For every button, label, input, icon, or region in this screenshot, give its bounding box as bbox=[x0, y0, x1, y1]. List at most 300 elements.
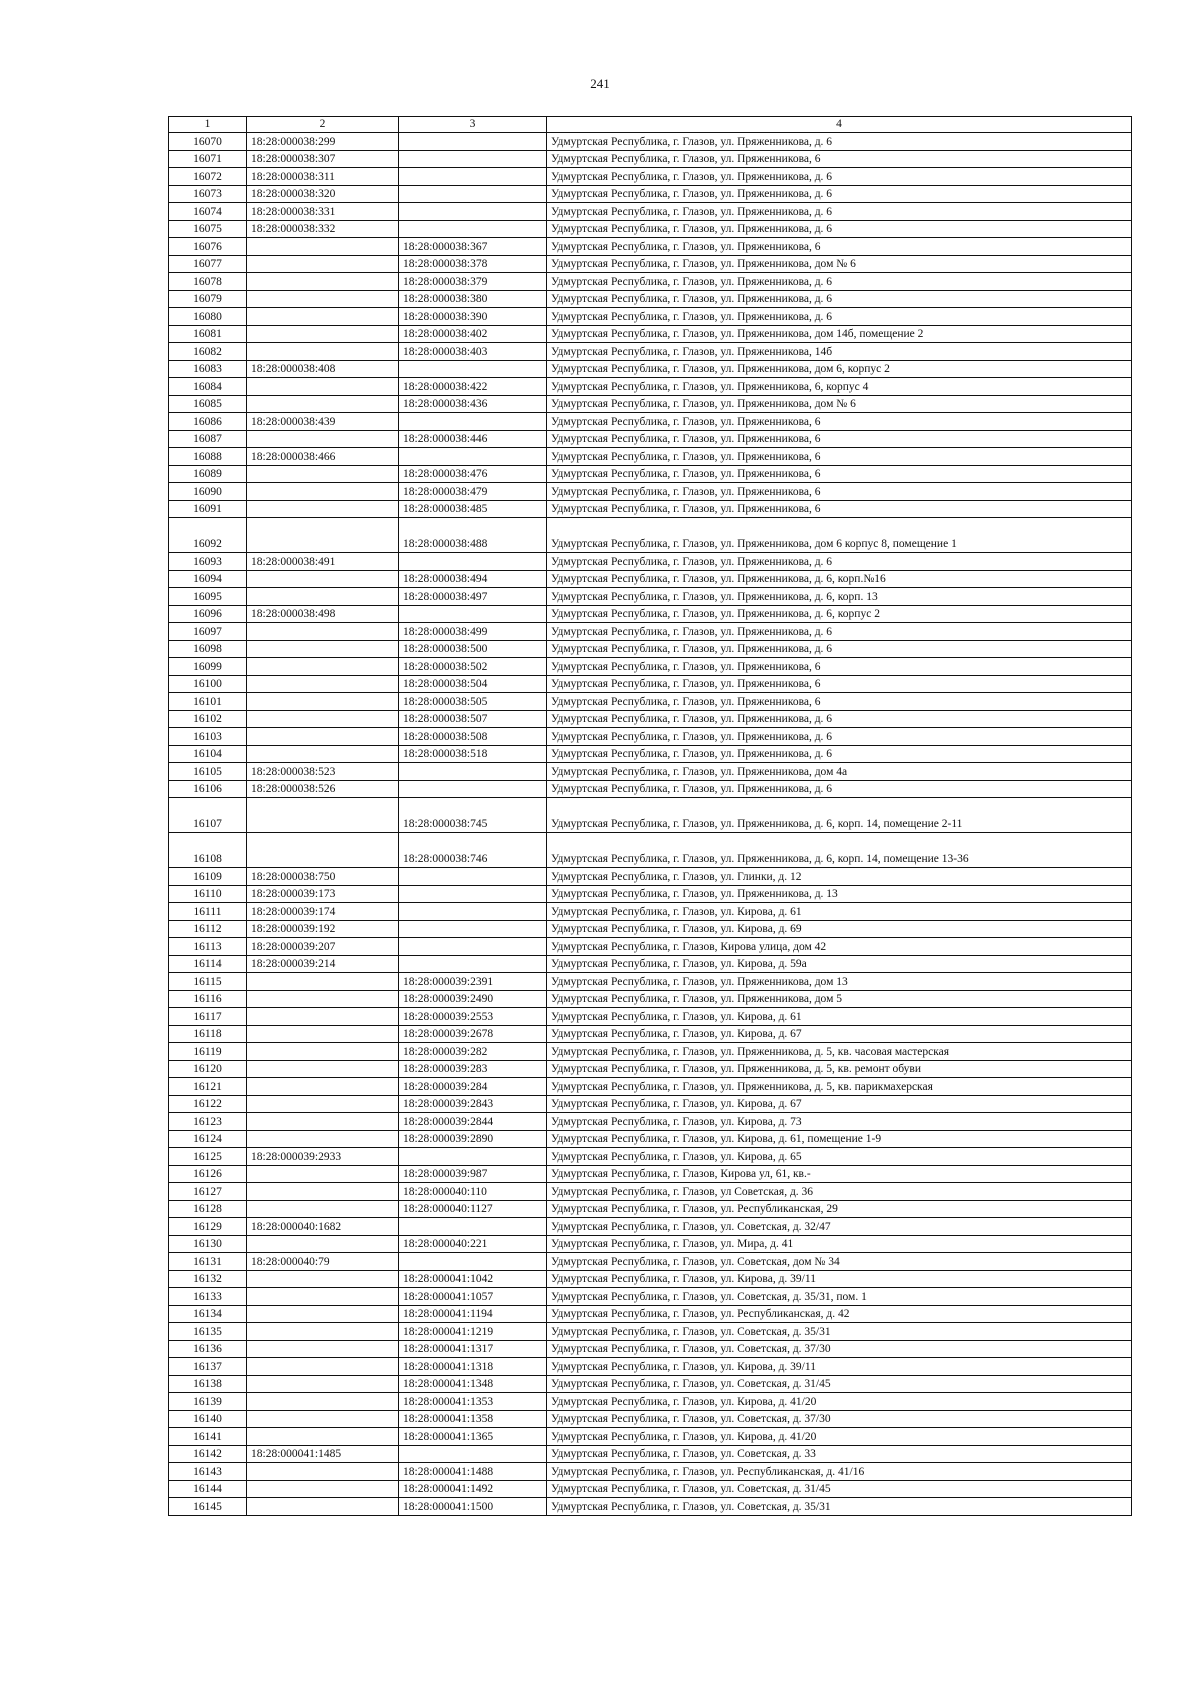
cadastral-number-land bbox=[247, 343, 399, 361]
row-number: 16115 bbox=[169, 973, 247, 991]
cadastral-number-land bbox=[247, 1270, 399, 1288]
cadastral-number-land: 18:28:000039:192 bbox=[247, 920, 399, 938]
cadastral-number-land bbox=[247, 710, 399, 728]
cadastral-number-object: 18:28:000041:1042 bbox=[399, 1270, 547, 1288]
table-row bbox=[169, 465, 1132, 483]
address: Удмуртская Республика, г. Глазов, ул. Советская, д. 35/31 bbox=[547, 1323, 1132, 1341]
row-number: 16119 bbox=[169, 1043, 247, 1061]
row-number: 16113 bbox=[169, 938, 247, 956]
row-number: 16127 bbox=[169, 1183, 247, 1201]
row-number: 16121 bbox=[169, 1078, 247, 1096]
cadastral-number-object bbox=[399, 203, 547, 221]
table-row bbox=[169, 833, 1132, 868]
address: Удмуртская Республика, г. Глазов, ул. Пряженникова, дом 6 корпус 8, помещение 1 bbox=[547, 518, 1132, 553]
cadastral-number-land bbox=[247, 1480, 399, 1498]
cadastral-number-object: 18:28:000038:476 bbox=[399, 465, 547, 483]
cadastral-number-land bbox=[247, 1130, 399, 1148]
table-row bbox=[169, 1480, 1132, 1498]
cadastral-number-land: 18:28:000039:207 bbox=[247, 938, 399, 956]
table-row bbox=[169, 1270, 1132, 1288]
table-row bbox=[169, 1358, 1132, 1376]
cadastral-number-object: 18:28:000038:500 bbox=[399, 640, 547, 658]
row-number: 16097 bbox=[169, 623, 247, 641]
cadastral-number-object bbox=[399, 938, 547, 956]
cadastral-number-land bbox=[247, 430, 399, 448]
row-number: 16145 bbox=[169, 1498, 247, 1516]
table-row bbox=[169, 1393, 1132, 1411]
cadastral-number-land bbox=[247, 1288, 399, 1306]
cadastral-number-object: 18:28:000038:379 bbox=[399, 273, 547, 291]
row-number: 16144 bbox=[169, 1480, 247, 1498]
row-number: 16122 bbox=[169, 1095, 247, 1113]
cadastral-number-land: 18:28:000038:750 bbox=[247, 868, 399, 886]
row-number: 16110 bbox=[169, 885, 247, 903]
cadastral-number-object: 18:28:000040:221 bbox=[399, 1235, 547, 1253]
row-number: 16111 bbox=[169, 903, 247, 921]
cadastral-number-land bbox=[247, 308, 399, 326]
address: Удмуртская Республика, г. Глазов, ул. Пряженникова, д. 6 bbox=[547, 640, 1132, 658]
cadastral-number-object: 18:28:000038:436 bbox=[399, 395, 547, 413]
row-number: 16117 bbox=[169, 1008, 247, 1026]
row-number: 16092 bbox=[169, 518, 247, 553]
cadastral-number-object: 18:28:000038:446 bbox=[399, 430, 547, 448]
row-number: 16101 bbox=[169, 693, 247, 711]
table-row bbox=[169, 518, 1132, 553]
cadastral-number-land bbox=[247, 588, 399, 606]
cadastral-number-object: 18:28:000041:1057 bbox=[399, 1288, 547, 1306]
cadastral-number-object: 18:28:000041:1488 bbox=[399, 1463, 547, 1481]
table-row bbox=[169, 378, 1132, 396]
address: Удмуртская Республика, г. Глазов, ул. Кирова, д. 67 bbox=[547, 1025, 1132, 1043]
cadastral-number-object: 18:28:000038:479 bbox=[399, 483, 547, 501]
cadastral-number-object: 18:28:000039:282 bbox=[399, 1043, 547, 1061]
cadastral-number-object bbox=[399, 955, 547, 973]
table-row bbox=[169, 308, 1132, 326]
address: Удмуртская Республика, г. Глазов, ул. Кирова, д. 41/20 bbox=[547, 1393, 1132, 1411]
address: Удмуртская Республика, г. Глазов, ул. Пряженникова, д. 6 bbox=[547, 745, 1132, 763]
table-row bbox=[169, 745, 1132, 763]
row-number: 16090 bbox=[169, 483, 247, 501]
cadastral-number-object: 18:28:000041:1365 bbox=[399, 1428, 547, 1446]
table-row bbox=[169, 483, 1132, 501]
table-row bbox=[169, 920, 1132, 938]
cadastral-number-land bbox=[247, 1078, 399, 1096]
row-number: 16081 bbox=[169, 325, 247, 343]
row-number: 16105 bbox=[169, 763, 247, 781]
cadastral-number-land bbox=[247, 290, 399, 308]
cadastral-number-land: 18:28:000038:332 bbox=[247, 220, 399, 238]
address: Удмуртская Республика, г. Глазов, ул. Пряженникова, д. 6 bbox=[547, 168, 1132, 186]
cadastral-number-land bbox=[247, 1498, 399, 1516]
row-number: 16141 bbox=[169, 1428, 247, 1446]
table-row bbox=[169, 150, 1132, 168]
address: Удмуртская Республика, г. Глазов, ул. Кирова, д. 61, помещение 1-9 bbox=[547, 1130, 1132, 1148]
address: Удмуртская Республика, г. Глазов, ул. Пряженникова, д. 6 bbox=[547, 308, 1132, 326]
row-number: 16072 bbox=[169, 168, 247, 186]
row-number: 16074 bbox=[169, 203, 247, 221]
table-row bbox=[169, 938, 1132, 956]
row-number: 16139 bbox=[169, 1393, 247, 1411]
cadastral-number-land: 18:28:000040:1682 bbox=[247, 1218, 399, 1236]
row-number: 16071 bbox=[169, 150, 247, 168]
cadastral-number-land bbox=[247, 1358, 399, 1376]
row-number: 16132 bbox=[169, 1270, 247, 1288]
cadastral-number-object: 18:28:000041:1318 bbox=[399, 1358, 547, 1376]
table-row bbox=[169, 1060, 1132, 1078]
cadastral-number-object bbox=[399, 1148, 547, 1166]
address: Удмуртская Республика, г. Глазов, ул. Советская, д. 37/30 bbox=[547, 1410, 1132, 1428]
row-number: 16123 bbox=[169, 1113, 247, 1131]
cadastral-number-land bbox=[247, 1043, 399, 1061]
table-row bbox=[169, 133, 1132, 151]
cadastral-number-land bbox=[247, 1463, 399, 1481]
row-number: 16076 bbox=[169, 238, 247, 256]
address: Удмуртская Республика, г. Глазов, ул. Пряженникова, дом № 6 bbox=[547, 395, 1132, 413]
row-number: 16120 bbox=[169, 1060, 247, 1078]
table-row bbox=[169, 1165, 1132, 1183]
cadastral-number-land: 18:28:000038:331 bbox=[247, 203, 399, 221]
row-number: 16091 bbox=[169, 500, 247, 518]
row-number: 16085 bbox=[169, 395, 247, 413]
address: Удмуртская Республика, г. Глазов, ул. Пряженникова, 6 bbox=[547, 658, 1132, 676]
column-header-2: 2 bbox=[247, 117, 399, 133]
cadastral-number-object: 18:28:000039:2678 bbox=[399, 1025, 547, 1043]
row-number: 16112 bbox=[169, 920, 247, 938]
cadastral-number-object bbox=[399, 185, 547, 203]
cadastral-number-object: 18:28:000038:488 bbox=[399, 518, 547, 553]
row-number: 16089 bbox=[169, 465, 247, 483]
cadastral-number-object bbox=[399, 763, 547, 781]
cadastral-number-land bbox=[247, 728, 399, 746]
table-row bbox=[169, 710, 1132, 728]
table-row bbox=[169, 325, 1132, 343]
address: Удмуртская Республика, г. Глазов, ул. Пряженникова, 6 bbox=[547, 238, 1132, 256]
cadastral-number-object: 18:28:000041:1194 bbox=[399, 1305, 547, 1323]
table-row bbox=[169, 955, 1132, 973]
registry-table bbox=[168, 116, 1132, 1516]
table-row bbox=[169, 1025, 1132, 1043]
row-number: 16133 bbox=[169, 1288, 247, 1306]
table-row bbox=[169, 1113, 1132, 1131]
cadastral-number-land bbox=[247, 1428, 399, 1446]
cadastral-number-object: 18:28:000038:497 bbox=[399, 588, 547, 606]
address: Удмуртская Республика, г. Глазов, ул. Пряженникова, дом 13 bbox=[547, 973, 1132, 991]
address: Удмуртская Республика, г. Глазов, ул. Кирова, д. 61 bbox=[547, 903, 1132, 921]
address: Удмуртская Республика, г. Глазов, ул. Советская, д. 31/45 bbox=[547, 1480, 1132, 1498]
address: Удмуртская Республика, г. Глазов, ул. Кирова, д. 67 bbox=[547, 1095, 1132, 1113]
cadastral-number-land: 18:28:000038:491 bbox=[247, 553, 399, 571]
address: Удмуртская Республика, г. Глазов, ул. Кирова, д. 59а bbox=[547, 955, 1132, 973]
address: Удмуртская Республика, г. Глазов, ул. Советская, д. 33 bbox=[547, 1445, 1132, 1463]
table-row bbox=[169, 1463, 1132, 1481]
cadastral-number-land bbox=[247, 745, 399, 763]
cadastral-number-land bbox=[247, 1393, 399, 1411]
address: Удмуртская Республика, г. Глазов, ул. Пряженникова, 6 bbox=[547, 430, 1132, 448]
cadastral-number-object: 18:28:000038:504 bbox=[399, 675, 547, 693]
address: Удмуртская Республика, г. Глазов, ул. Пряженникова, д. 6 bbox=[547, 728, 1132, 746]
cadastral-number-land bbox=[247, 1183, 399, 1201]
address: Удмуртская Республика, г. Глазов, ул. Советская, д. 35/31 bbox=[547, 1498, 1132, 1516]
cadastral-number-object bbox=[399, 1218, 547, 1236]
row-number: 16087 bbox=[169, 430, 247, 448]
row-number: 16084 bbox=[169, 378, 247, 396]
address: Удмуртская Республика, г. Глазов, ул. Республиканская, 29 bbox=[547, 1200, 1132, 1218]
address: Удмуртская Республика, г. Глазов, ул. Пряженникова, 6 bbox=[547, 500, 1132, 518]
cadastral-number-object bbox=[399, 133, 547, 151]
address: Удмуртская Республика, г. Глазов, ул. Пряженникова, дом 4а bbox=[547, 763, 1132, 781]
table-row bbox=[169, 1498, 1132, 1516]
table-row bbox=[169, 273, 1132, 291]
row-number: 16128 bbox=[169, 1200, 247, 1218]
cadastral-number-land bbox=[247, 570, 399, 588]
cadastral-number-object: 18:28:000039:283 bbox=[399, 1060, 547, 1078]
column-header-1: 1 bbox=[169, 117, 247, 133]
table-row bbox=[169, 640, 1132, 658]
row-number: 16109 bbox=[169, 868, 247, 886]
cadastral-number-land bbox=[247, 325, 399, 343]
row-number: 16103 bbox=[169, 728, 247, 746]
address: Удмуртская Республика, г. Глазов, ул. Кирова, д. 61 bbox=[547, 1008, 1132, 1026]
table-row bbox=[169, 1305, 1132, 1323]
table-row bbox=[169, 973, 1132, 991]
cadastral-number-object bbox=[399, 413, 547, 431]
table-row bbox=[169, 343, 1132, 361]
row-number: 16070 bbox=[169, 133, 247, 151]
table-row bbox=[169, 448, 1132, 466]
address: Удмуртская Республика, г. Глазов, ул. Пряженникова, д. 6 bbox=[547, 185, 1132, 203]
cadastral-number-object bbox=[399, 1253, 547, 1271]
cadastral-number-object: 18:28:000038:508 bbox=[399, 728, 547, 746]
cadastral-number-land bbox=[247, 833, 399, 868]
cadastral-number-object: 18:28:000038:390 bbox=[399, 308, 547, 326]
row-number: 16104 bbox=[169, 745, 247, 763]
row-number: 16093 bbox=[169, 553, 247, 571]
table-body bbox=[169, 133, 1132, 1516]
row-number: 16130 bbox=[169, 1235, 247, 1253]
row-number: 16094 bbox=[169, 570, 247, 588]
cadastral-number-land: 18:28:000039:214 bbox=[247, 955, 399, 973]
table-row bbox=[169, 1130, 1132, 1148]
address: Удмуртская Республика, г. Глазов, ул. Республиканская, д. 41/16 bbox=[547, 1463, 1132, 1481]
cadastral-number-land bbox=[247, 798, 399, 833]
cadastral-number-land: 18:28:000039:174 bbox=[247, 903, 399, 921]
address: Удмуртская Республика, г. Глазов, ул. Пряженникова, 6, корпус 4 bbox=[547, 378, 1132, 396]
address: Удмуртская Республика, г. Глазов, ул. Республиканская, д. 42 bbox=[547, 1305, 1132, 1323]
cadastral-number-object: 18:28:000041:1219 bbox=[399, 1323, 547, 1341]
cadastral-number-object: 18:28:000041:1317 bbox=[399, 1340, 547, 1358]
address: Удмуртская Республика, г. Глазов, ул. Кирова, д. 41/20 bbox=[547, 1428, 1132, 1446]
table-row bbox=[169, 360, 1132, 378]
address: Удмуртская Республика, г. Глазов, ул. Советская, д. 37/30 bbox=[547, 1340, 1132, 1358]
cadastral-number-land bbox=[247, 1060, 399, 1078]
table-row bbox=[169, 1253, 1132, 1271]
row-number: 16079 bbox=[169, 290, 247, 308]
table-row bbox=[169, 570, 1132, 588]
cadastral-number-land bbox=[247, 658, 399, 676]
address: Удмуртская Республика, г. Глазов, ул. Пряженникова, 14б bbox=[547, 343, 1132, 361]
cadastral-number-object: 18:28:000038:745 bbox=[399, 798, 547, 833]
cadastral-number-object: 18:28:000041:1492 bbox=[399, 1480, 547, 1498]
cadastral-number-land bbox=[247, 1165, 399, 1183]
cadastral-number-object: 18:28:000039:2391 bbox=[399, 973, 547, 991]
address: Удмуртская Республика, г. Глазов, ул. Пряженникова, дом 5 bbox=[547, 990, 1132, 1008]
cadastral-number-object: 18:28:000038:403 bbox=[399, 343, 547, 361]
cadastral-number-object bbox=[399, 903, 547, 921]
address: Удмуртская Республика, г. Глазов, ул. Мира, д. 41 bbox=[547, 1235, 1132, 1253]
cadastral-number-object: 18:28:000038:485 bbox=[399, 500, 547, 518]
row-number: 16080 bbox=[169, 308, 247, 326]
cadastral-number-land bbox=[247, 1095, 399, 1113]
table-row bbox=[169, 1288, 1132, 1306]
cadastral-number-object: 18:28:000039:2553 bbox=[399, 1008, 547, 1026]
cadastral-number-object: 18:28:000038:402 bbox=[399, 325, 547, 343]
cadastral-number-object: 18:28:000039:987 bbox=[399, 1165, 547, 1183]
table-row bbox=[169, 1445, 1132, 1463]
cadastral-number-land bbox=[247, 623, 399, 641]
column-header-4: 4 bbox=[547, 117, 1132, 133]
row-number: 16140 bbox=[169, 1410, 247, 1428]
cadastral-number-land: 18:28:000041:1485 bbox=[247, 1445, 399, 1463]
cadastral-number-object: 18:28:000038:746 bbox=[399, 833, 547, 868]
cadastral-number-land bbox=[247, 1235, 399, 1253]
row-number: 16106 bbox=[169, 780, 247, 798]
address: Удмуртская Республика, г. Глазов, ул. Пряженникова, дом № 6 bbox=[547, 255, 1132, 273]
row-number: 16137 bbox=[169, 1358, 247, 1376]
cadastral-number-land: 18:28:000038:466 bbox=[247, 448, 399, 466]
table-row bbox=[169, 220, 1132, 238]
cadastral-number-land bbox=[247, 1375, 399, 1393]
table-row bbox=[169, 868, 1132, 886]
cadastral-number-land bbox=[247, 500, 399, 518]
table-row bbox=[169, 500, 1132, 518]
cadastral-number-land bbox=[247, 395, 399, 413]
cadastral-number-land: 18:28:000038:498 bbox=[247, 605, 399, 623]
table-row bbox=[169, 1043, 1132, 1061]
cadastral-number-land: 18:28:000038:523 bbox=[247, 763, 399, 781]
table-row bbox=[169, 1200, 1132, 1218]
column-header-3: 3 bbox=[399, 117, 547, 133]
row-number: 16131 bbox=[169, 1253, 247, 1271]
row-number: 16073 bbox=[169, 185, 247, 203]
row-number: 16082 bbox=[169, 343, 247, 361]
row-number: 16099 bbox=[169, 658, 247, 676]
cadastral-number-object: 18:28:000041:1353 bbox=[399, 1393, 547, 1411]
row-number: 16124 bbox=[169, 1130, 247, 1148]
cadastral-number-land: 18:28:000039:173 bbox=[247, 885, 399, 903]
row-number: 16136 bbox=[169, 1340, 247, 1358]
address: Удмуртская Республика, г. Глазов, ул. Кирова, д. 73 bbox=[547, 1113, 1132, 1131]
cadastral-number-land bbox=[247, 1025, 399, 1043]
table-row bbox=[169, 990, 1132, 1008]
cadastral-number-object: 18:28:000038:505 bbox=[399, 693, 547, 711]
address: Удмуртская Республика, г. Глазов, ул. Глинки, д. 12 bbox=[547, 868, 1132, 886]
address: Удмуртская Республика, г. Глазов, ул. Пряженникова, д. 5, кв. часовая мастерская bbox=[547, 1043, 1132, 1061]
row-number: 16098 bbox=[169, 640, 247, 658]
cadastral-number-object: 18:28:000041:1348 bbox=[399, 1375, 547, 1393]
table-row bbox=[169, 623, 1132, 641]
row-number: 16100 bbox=[169, 675, 247, 693]
row-number: 16078 bbox=[169, 273, 247, 291]
cadastral-number-land bbox=[247, 640, 399, 658]
cadastral-number-land bbox=[247, 1008, 399, 1026]
row-number: 16134 bbox=[169, 1305, 247, 1323]
address: Удмуртская Республика, г. Глазов, ул. Пряженникова, 6 bbox=[547, 693, 1132, 711]
table-row bbox=[169, 1218, 1132, 1236]
address: Удмуртская Республика, г. Глазов, ул. Пряженникова, д. 6 bbox=[547, 553, 1132, 571]
address: Удмуртская Республика, г. Глазов, ул. Пряженникова, 6 bbox=[547, 413, 1132, 431]
table-row bbox=[169, 780, 1132, 798]
cadastral-number-object: 18:28:000038:494 bbox=[399, 570, 547, 588]
cadastral-number-land: 18:28:000038:311 bbox=[247, 168, 399, 186]
cadastral-number-object: 18:28:000038:507 bbox=[399, 710, 547, 728]
cadastral-number-object: 18:28:000039:284 bbox=[399, 1078, 547, 1096]
row-number: 16086 bbox=[169, 413, 247, 431]
cadastral-number-land: 18:28:000038:439 bbox=[247, 413, 399, 431]
address: Удмуртская Республика, г. Глазов, ул. Пряженникова, д. 6 bbox=[547, 623, 1132, 641]
table-row bbox=[169, 238, 1132, 256]
cadastral-number-object: 18:28:000038:380 bbox=[399, 290, 547, 308]
cadastral-number-object bbox=[399, 448, 547, 466]
cadastral-number-object: 18:28:000039:2843 bbox=[399, 1095, 547, 1113]
table-row bbox=[169, 430, 1132, 448]
row-number: 16129 bbox=[169, 1218, 247, 1236]
address: Удмуртская Республика, г. Глазов, ул. Пряженникова, д. 6 bbox=[547, 710, 1132, 728]
cadastral-number-land bbox=[247, 518, 399, 553]
table-row bbox=[169, 728, 1132, 746]
page-number: 241 bbox=[590, 76, 610, 91]
row-number: 16102 bbox=[169, 710, 247, 728]
cadastral-number-object bbox=[399, 780, 547, 798]
cadastral-number-object: 18:28:000038:378 bbox=[399, 255, 547, 273]
cadastral-number-land bbox=[247, 465, 399, 483]
table-row bbox=[169, 885, 1132, 903]
address: Удмуртская Республика, г. Глазов, ул. Кирова, д. 39/11 bbox=[547, 1358, 1132, 1376]
address: Удмуртская Республика, г. Глазов, ул Советская, д. 36 bbox=[547, 1183, 1132, 1201]
table-row bbox=[169, 1148, 1132, 1166]
cadastral-number-object: 18:28:000039:2890 bbox=[399, 1130, 547, 1148]
cadastral-number-land bbox=[247, 1305, 399, 1323]
cadastral-number-land bbox=[247, 378, 399, 396]
address: Удмуртская Республика, г. Глазов, ул. Советская, д. 32/47 bbox=[547, 1218, 1132, 1236]
cadastral-number-object: 18:28:000041:1500 bbox=[399, 1498, 547, 1516]
cadastral-number-object bbox=[399, 605, 547, 623]
table-row bbox=[169, 798, 1132, 833]
address: Удмуртская Республика, г. Глазов, ул. Пряженникова, д. 5, кв. парикмахерская bbox=[547, 1078, 1132, 1096]
row-number: 16143 bbox=[169, 1463, 247, 1481]
cadastral-number-land bbox=[247, 273, 399, 291]
cadastral-number-land bbox=[247, 1113, 399, 1131]
cadastral-number-object bbox=[399, 553, 547, 571]
address: Удмуртская Республика, г. Глазов, ул. Пряженникова, дом 14б, помещение 2 bbox=[547, 325, 1132, 343]
cadastral-number-land bbox=[247, 990, 399, 1008]
table-row bbox=[169, 413, 1132, 431]
address: Удмуртская Республика, г. Глазов, ул. Советская, дом № 34 bbox=[547, 1253, 1132, 1271]
row-number: 16096 bbox=[169, 605, 247, 623]
address: Удмуртская Республика, г. Глазов, ул. Кирова, д. 39/11 bbox=[547, 1270, 1132, 1288]
cadastral-number-land bbox=[247, 693, 399, 711]
cadastral-number-land: 18:28:000038:408 bbox=[247, 360, 399, 378]
cadastral-number-object bbox=[399, 920, 547, 938]
cadastral-number-land bbox=[247, 675, 399, 693]
cadastral-number-object: 18:28:000038:502 bbox=[399, 658, 547, 676]
row-number: 16107 bbox=[169, 798, 247, 833]
table-row bbox=[169, 605, 1132, 623]
table-row bbox=[169, 203, 1132, 221]
address: Удмуртская Республика, г. Глазов, ул. Пряженникова, д. 6 bbox=[547, 290, 1132, 308]
row-number: 16088 bbox=[169, 448, 247, 466]
cadastral-number-object bbox=[399, 868, 547, 886]
cadastral-number-object bbox=[399, 220, 547, 238]
